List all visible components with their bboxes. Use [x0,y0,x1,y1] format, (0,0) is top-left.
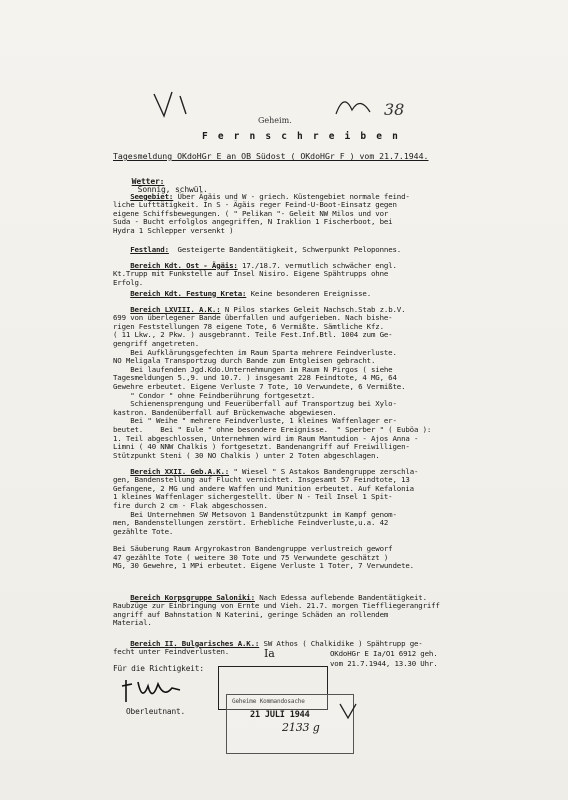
document-title: F e r n s c h r e i b e n [202,131,400,142]
section-label: Bereich Kdt. Ost - Ägäis: [130,260,238,270]
signature-rank: Oberleutnant. [126,707,186,716]
reference-line-1: OKdoHGr E Ia/O1 6912 geh. [330,649,438,658]
section-label: Bereich Korpsgruppe Saloniki: [130,592,255,602]
section-line: Gewehre erbeutet. Eigene Verluste 7 Tote, 10 Verwundete, 6 Vermißte. [113,381,406,391]
section-line: Limni ( 40 NNW Chalkis ) fortgesetzt. Bandenangriff auf Freiwilligen- [113,442,410,452]
reference-line-2: vom 21.7.1944, 13.30 Uhr. [330,659,438,668]
pen-scribble-top-left [150,88,210,120]
section-line: Kt.Trupp mit Funkstelle auf Insel Nisiro. Eigene Spähtrupps ohne [113,269,389,279]
pen-scribble-top-right [330,90,390,120]
document-subtitle: Tagesmeldung OKdoHGr E an OB Südost ( OKdoHGr F ) vom 21.7.1944. [113,151,429,161]
section-line: Keine besonderen Ereignisse. [250,288,371,298]
section-line: Schienensprengung und Feuerüberfall auf Transportzug bei Xylo- [113,399,397,409]
section-line: kastron. Bandenüberfall auf Brückenwache abgewiesen. [113,407,337,417]
stamp-header: Geheime Kommandosache [232,698,305,705]
weather-label: Wetter: [131,176,165,186]
section-line: Bei laufenden Jgd.Kdo.Unternehmungen im Raum N Pirgos ( siehe [113,364,393,374]
section-line: Gefangene, 2 MG und andere Waffen und Munition erbeutet. Auf Kefalonia [113,483,414,493]
section-line: Nach Edessa auflebende Bandentätigkeit. [259,592,427,602]
section-label: Bereich LXVIII. A.K.: [130,304,221,314]
section-line: Raubzüge zur Einbringung von Ernte und Vieh. 21.7. morgen Tieffliegerangriff [113,601,440,611]
section-line: SW Athos ( Chalkidike ) Spähtrupp ge- [263,638,423,648]
section-line: " Condor " ohne Feindberührung fortgesetzt. [113,390,316,400]
section-korpsgruppe-saloniki [113,585,440,628]
section-line: liche Lufttätigkeit. In S - Ägäis reger Feind-U-Boot-Einsatz gegen [113,200,397,210]
section-label: Bereich II. Bulgarisches A.K.: [130,638,260,648]
section-line: men, Bandenstellungen zerstört. Erhebliche Feindverluste,u.a. 42 [113,518,389,528]
section-label: Festland: [130,244,169,254]
section-line: Stützpunkt Steni ( 30 NO Chalkis ) unter 2 Toten abgeschlagen. [113,450,380,460]
section-line: Gesteigerte Bandentätigkeit, Schwerpunkt Peloponnes. [177,244,402,254]
section-line: N Pilos starkes Geleit Nachsch.Stab z.b.V. [224,304,406,314]
corner-mark: 38 [384,100,405,119]
section-line: eigene Schiffsbewegungen. ( " Pelikan "- Geleit NW Milos und vor [113,208,389,218]
section-line: Bei " Weihe " mehrere Feindverluste, 1 kleines Waffenlager er- [113,416,397,426]
section-line: ( 11 Lkw., 2 Pkw. ) ausgebrannt. Teile Fest.Inf.Btl. 1004 zum Ge- [113,330,393,340]
section-seegebiet [113,184,410,236]
section-line: MG, 30 Gewehre, 1 MPi erbeutet. Eigene Verluste 1 Toter, 7 Verwundete. [113,561,414,571]
section-line: beutet. Bei " Eule " ohne besondere Ereignisse. " Sperber " ( Euböa ): [113,424,432,434]
section-line: Über Ägäis und W - griech. Küstengebiet normale feind- [177,191,410,201]
stamp-date: 21 JULI 1944 [250,710,310,720]
margin-mark-right [336,700,366,722]
section-label: Seegebiet: [130,191,174,201]
stamp-number: 2133 g [282,721,320,734]
weather-text: Sonnig, schwül. [137,185,208,195]
section-line: " Wiesel " S Astakos Bandengruppe zerschla- [233,466,419,476]
section-line: Material. [113,618,152,628]
section-line: 47 gezählte Tote ( weitere 30 Tote und 75 Verwundete geschätzt ) [113,552,389,562]
section-line: Erfolg. [113,277,144,287]
stamp-box-label: Ia [264,647,275,660]
section-label: Bereich XXII. Geb.A.K.: [130,466,230,476]
section-festland [113,237,401,254]
section-line: gengriff angetreten. [113,338,199,348]
section-line: fecht unter Feindverlusten. [113,647,230,657]
section-line: 17./18.7. vermutlich schwächer engl. [242,260,397,270]
section-line: Bei Säuberung Raum Argyrokastron Bandengruppe verlustreich geworf [113,543,393,553]
section-line: Suda - Bucht erfolglos angegriffen, N Iraklion 1 Fischerboot, bei [113,217,393,227]
section-lxviii-ak [113,297,431,460]
section-line: Bei Aufklärungsgefechten im Raum Sparta mehrere Feindverluste. [113,347,397,357]
section-line: 1 kleines Waffenlager sichergestellt. Über N - Teil Insel 1 Spit- [113,492,393,502]
section-line: gen, Bandenstellung auf Flucht vernichtet. Insgesamt 57 Feindtote, 13 [113,475,410,485]
section-label: Bereich Kdt. Festung Kreta: [130,288,247,298]
section-line: Tagesmeldungen 5.,9. und 10.7. ) insgesamt 228 Feindtote, 4 MG, 64 [113,373,397,383]
section-line: Hydra 1 Schlepper versenkt ) [113,225,234,235]
section-line: NO Meligala Transportzug durch Bande zum Entgleisen gebracht. [113,356,376,366]
section-line: rigen Feststellungen 78 eigene Tote, 6 Vermißte. Sämtliche Kfz. [113,321,384,331]
classification-label: Geheim. [258,116,292,125]
section-line: Bei Unternehmen SW Metsovon 1 Bandenstützpunkt im Kampf genom- [113,509,397,519]
signature-scribble [120,676,190,706]
section-line: gezählte Tote. [113,526,174,536]
confirmation-label: Für die Richtigkeit: [113,664,204,673]
section-line: angriff auf Bahnstation N Katerini, geringe Schäden an rollendem [113,609,389,619]
section-line: fire durch 2 cm - Flak abgeschossen. [113,500,268,510]
section-xxii-geb-ak [113,459,418,571]
section-kreta [113,281,371,298]
section-line: 699 von überlegener Bande überfallen und aufgerieben. Nach bishe- [113,313,393,323]
section-line: 1. Teil abgeschlossen, Unternehmen wird im Raum Mantudion - Ajos Anna - [113,433,419,443]
